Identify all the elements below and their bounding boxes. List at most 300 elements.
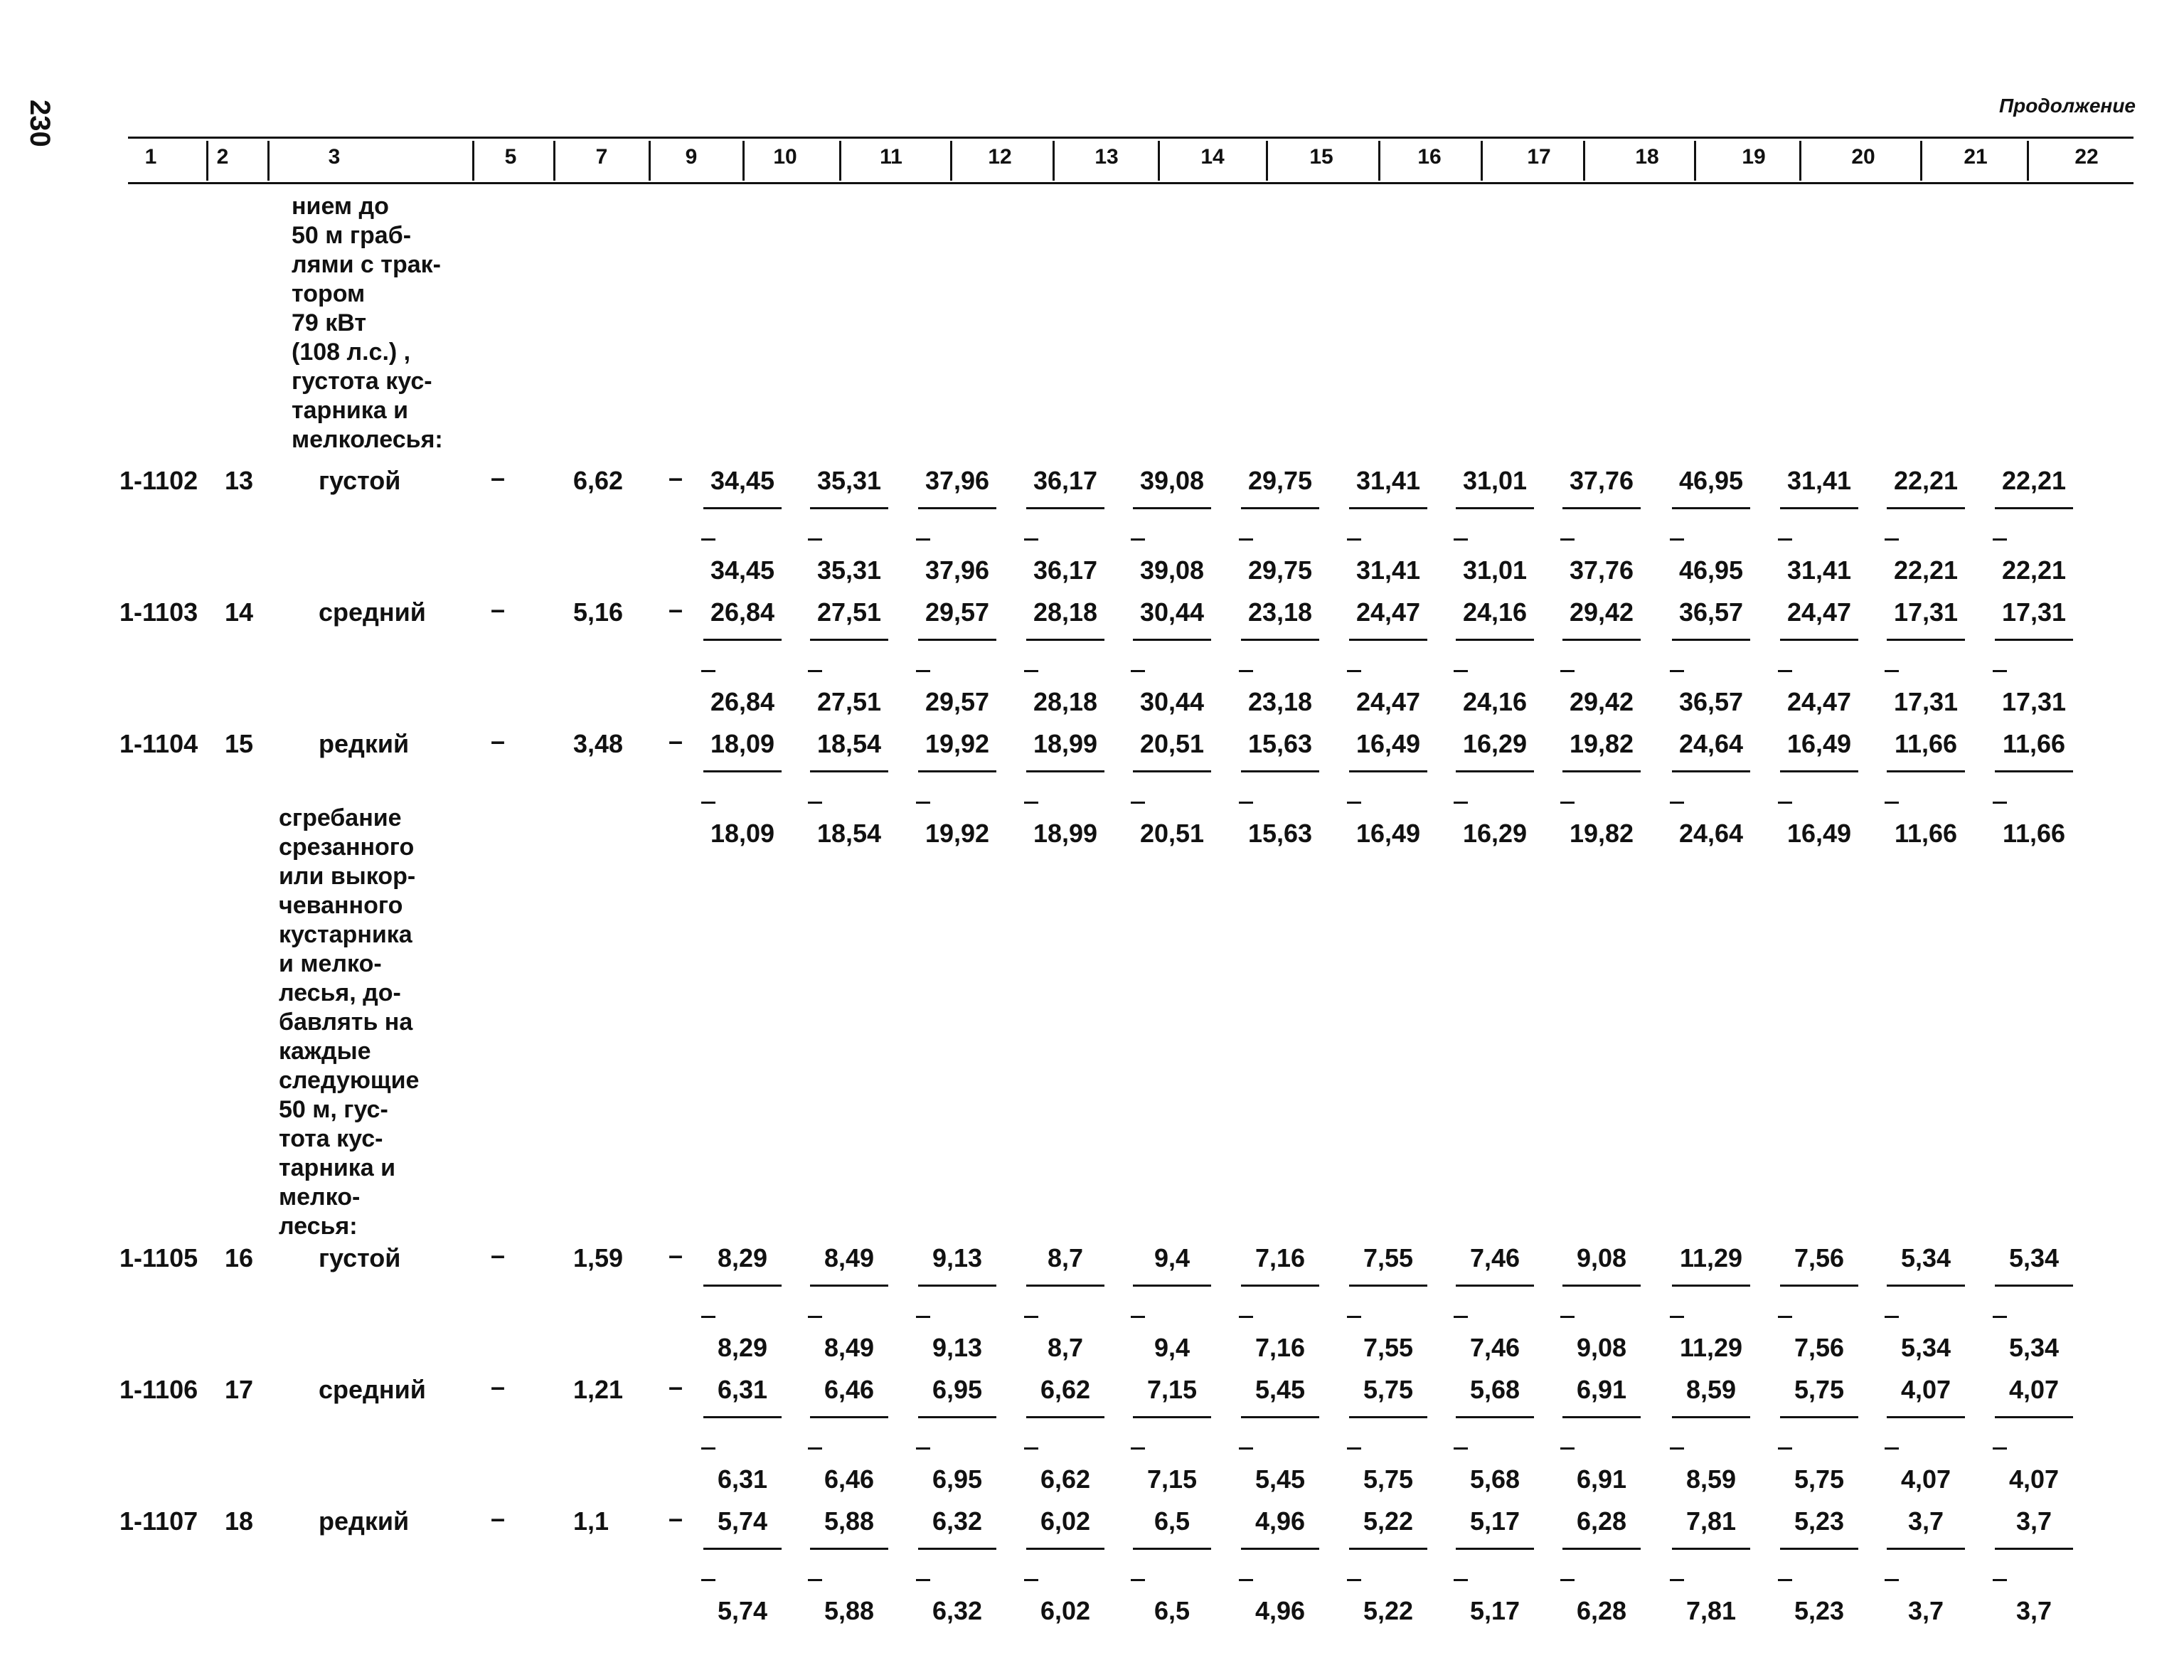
value-bottom: 7,81 [1685,1596,1737,1625]
dash-mark [1885,538,1899,541]
dash-mark [916,538,930,541]
value-bottom: 9,4 [1154,1333,1190,1362]
row-col7: 6,62 [573,466,624,495]
value-top: 8,59 [1685,1375,1737,1404]
dash-mark [1778,538,1792,541]
fraction-line [1887,770,1965,772]
value-top: 6,31 [717,1375,768,1404]
value-bottom: 24,47 [1355,687,1421,716]
fraction-line [1780,639,1858,641]
value-top: 20,51 [1139,729,1205,758]
value-top: 30,44 [1139,597,1205,627]
row-col9: – [668,595,683,624]
dash-mark [1024,802,1038,804]
dash-mark [1560,1316,1575,1318]
fraction-line [1133,507,1211,509]
dash-mark [1131,1316,1145,1318]
fraction-line [1562,1285,1641,1287]
value-top: 22,21 [2001,466,2067,495]
fraction-line [1995,1416,2073,1418]
value-bottom: 22,21 [1893,555,1959,585]
dash-mark [1024,1316,1038,1318]
dash-mark [1454,802,1468,804]
value-bottom: 6,62 [1040,1464,1091,1494]
header-top-rule [128,137,2134,139]
value-bottom: 8,49 [824,1333,875,1362]
value-top: 6,28 [1576,1506,1627,1536]
row-name: густой [319,1243,401,1272]
value-bottom: 7,46 [1469,1333,1520,1362]
value-bottom: 9,13 [932,1333,983,1362]
value-top: 8,7 [1047,1243,1084,1272]
fraction-line [1349,1285,1427,1287]
dash-mark [1560,538,1575,541]
header-separator [1920,141,1922,181]
value-top: 26,84 [710,597,775,627]
value-bottom: 8,59 [1685,1464,1737,1494]
fraction-line [918,1416,996,1418]
row-col5: – [491,463,506,492]
row-number: 18 [225,1506,254,1536]
value-bottom: 7,16 [1255,1333,1306,1362]
value-bottom: 11,66 [2002,819,2066,848]
fraction-line [1241,1285,1319,1287]
fraction-line [703,1548,782,1550]
value-bottom: 17,31 [1893,687,1959,716]
fraction-line [1672,770,1750,772]
value-top: 6,46 [824,1375,875,1404]
dash-mark [701,538,715,541]
row-number: 15 [225,729,254,758]
column-header-18: 18 [1635,145,1659,169]
fraction-line [918,639,996,641]
value-top: 18,99 [1033,729,1098,758]
row-name: средний [319,1375,426,1404]
column-header-21: 21 [1964,145,1988,169]
value-top: 36,57 [1678,597,1744,627]
value-bottom: 16,29 [1462,819,1528,848]
dash-mark [1993,802,2007,804]
dash-mark [808,1316,822,1318]
dash-mark [1778,670,1792,672]
row-col5: – [491,595,506,624]
fraction-line [1241,1548,1319,1550]
value-top: 6,62 [1040,1375,1091,1404]
value-bottom: 19,82 [1569,819,1634,848]
column-header-20: 20 [1851,145,1875,169]
value-bottom: 26,84 [710,687,775,716]
column-header-17: 17 [1527,145,1551,169]
value-bottom: 34,45 [710,555,775,585]
value-top: 22,21 [1893,466,1959,495]
value-top: 7,56 [1794,1243,1845,1272]
value-bottom: 18,99 [1033,819,1098,848]
header-separator [649,141,651,181]
dash-mark [1778,802,1792,804]
row-number: 17 [225,1375,254,1404]
value-top: 7,55 [1363,1243,1414,1272]
fraction-line [1349,639,1427,641]
value-bottom: 6,91 [1576,1464,1627,1494]
value-top: 5,75 [1794,1375,1845,1404]
value-bottom: 11,66 [1894,819,1958,848]
fraction-line [810,507,888,509]
dash-mark [1885,1579,1899,1581]
header-separator [1378,141,1380,181]
value-bottom: 8,29 [717,1333,768,1362]
fraction-line [1349,1416,1427,1418]
fraction-line [1349,1548,1427,1550]
value-top: 24,64 [1678,729,1744,758]
header-separator [1158,141,1160,181]
value-bottom: 9,08 [1576,1333,1627,1362]
value-bottom: 3,7 [1907,1596,1944,1625]
row-col9: – [668,1504,683,1533]
header-separator [1694,141,1696,181]
value-top: 16,49 [1355,729,1421,758]
value-top: 5,74 [717,1506,768,1536]
dash-mark [1131,1579,1145,1581]
value-top: 4,07 [1900,1375,1951,1404]
dash-mark [1993,538,2007,541]
value-bottom: 4,07 [1900,1464,1951,1494]
row-col7: 5,16 [573,597,624,627]
value-bottom: 4,07 [2008,1464,2060,1494]
value-top: 6,02 [1040,1506,1091,1536]
header-separator [839,141,841,181]
row-code: 1-1103 [119,597,198,627]
fraction-line [1995,770,2073,772]
fraction-line [918,507,996,509]
value-top: 9,4 [1154,1243,1190,1272]
value-top: 5,88 [824,1506,875,1536]
dash-mark [1670,538,1684,541]
column-header-1: 1 [144,145,157,169]
fraction-line [1456,770,1534,772]
value-bottom: 5,75 [1363,1464,1414,1494]
fraction-line [1887,507,1965,509]
value-top: 16,49 [1786,729,1852,758]
fraction-line [810,1548,888,1550]
row-col7: 1,1 [573,1506,609,1536]
value-top: 5,34 [1900,1243,1951,1272]
fraction-line [1456,1548,1534,1550]
value-top: 7,46 [1469,1243,1520,1272]
dash-mark [1239,670,1253,672]
value-bottom: 5,88 [824,1596,875,1625]
fraction-line [1672,1285,1750,1287]
value-bottom: 5,34 [1900,1333,1951,1362]
value-bottom: 7,15 [1146,1464,1198,1494]
fraction-line [1456,507,1534,509]
dash-mark [1239,1447,1253,1450]
value-bottom: 6,46 [824,1464,875,1494]
value-top: 28,18 [1033,597,1098,627]
fraction-line [703,1416,782,1418]
value-bottom: 18,09 [710,819,775,848]
value-bottom: 5,22 [1363,1596,1414,1625]
fraction-line [1133,770,1211,772]
value-bottom: 23,18 [1247,687,1313,716]
value-bottom: 39,08 [1139,555,1205,585]
value-bottom: 36,17 [1033,555,1098,585]
fraction-line [1349,770,1427,772]
fraction-line [1887,1285,1965,1287]
value-bottom: 5,34 [2008,1333,2060,1362]
dash-mark [1347,538,1361,541]
value-bottom: 31,41 [1786,555,1852,585]
value-bottom: 17,31 [2001,687,2067,716]
row-name: редкий [319,729,410,758]
dash-mark [1670,1447,1684,1450]
dash-mark [808,1447,822,1450]
dash-mark [1670,670,1684,672]
fraction-line [810,1285,888,1287]
dash-mark [808,670,822,672]
value-bottom: 46,95 [1678,555,1744,585]
row-col5: – [491,1240,506,1270]
dash-mark [808,1579,822,1581]
value-bottom: 24,47 [1786,687,1852,716]
column-header-3: 3 [328,145,341,169]
dash-mark [1560,670,1575,672]
header-separator [2027,141,2029,181]
value-top: 27,51 [816,597,882,627]
column-header-5: 5 [504,145,517,169]
row-col9: – [668,726,683,755]
fraction-line [1456,1285,1534,1287]
value-bottom: 37,96 [925,555,990,585]
column-header-13: 13 [1094,145,1119,169]
dash-mark [1885,670,1899,672]
dash-mark [916,802,930,804]
value-bottom: 4,96 [1255,1596,1306,1625]
fraction-line [810,639,888,641]
dash-mark [1778,1447,1792,1450]
fraction-line [810,1416,888,1418]
value-top: 37,96 [925,466,990,495]
value-bottom: 11,29 [1679,1333,1743,1362]
value-bottom: 35,31 [816,555,882,585]
value-top: 11,66 [2002,729,2066,758]
dash-mark [916,670,930,672]
value-bottom: 37,76 [1569,555,1634,585]
dash-mark [1560,1579,1575,1581]
dash-mark [1131,670,1145,672]
dash-mark [916,1579,930,1581]
value-top: 24,47 [1786,597,1852,627]
fraction-line [703,639,782,641]
value-bottom: 6,95 [932,1464,983,1494]
value-top: 18,09 [710,729,775,758]
dash-mark [1239,538,1253,541]
fraction-line [810,770,888,772]
value-bottom: 5,68 [1469,1464,1520,1494]
fraction-line [1672,507,1750,509]
row-col5: – [491,1504,506,1533]
value-top: 8,29 [717,1243,768,1272]
row-name: редкий [319,1506,410,1536]
fraction-line [1780,1285,1858,1287]
fraction-line [918,770,996,772]
row-col7: 1,21 [573,1375,624,1404]
value-top: 5,75 [1363,1375,1414,1404]
dash-mark [701,1316,715,1318]
value-top: 6,91 [1576,1375,1627,1404]
value-bottom: 28,18 [1033,687,1098,716]
value-top: 36,17 [1033,466,1098,495]
column-header-16: 16 [1417,145,1442,169]
value-bottom: 6,02 [1040,1596,1091,1625]
value-top: 8,49 [824,1243,875,1272]
dash-mark [1670,1579,1684,1581]
column-header-22: 22 [2074,145,2099,169]
row-code: 1-1104 [119,729,198,758]
dash-mark [1024,670,1038,672]
value-top: 39,08 [1139,466,1205,495]
fraction-line [918,1548,996,1550]
row-col9: – [668,1372,683,1401]
fraction-line [1887,639,1965,641]
section-description-raking: нием до 50 м граб- лями с трак- тором 79 кВт (108 л.с.) , густота кус- тарника и мелколесья: [292,193,443,453]
value-bottom: 5,17 [1469,1596,1520,1625]
fraction-line [1562,1548,1641,1550]
dash-mark [1993,1579,2007,1581]
value-top: 5,45 [1255,1375,1306,1404]
dash-mark [1131,1447,1145,1450]
dash-mark [1454,1447,1468,1450]
value-top: 29,75 [1247,466,1313,495]
fraction-line [1780,1416,1858,1418]
value-top: 5,34 [2008,1243,2060,1272]
row-col9: – [668,463,683,492]
value-bottom: 5,75 [1794,1464,1845,1494]
dash-mark [1024,1447,1038,1450]
value-top: 5,23 [1794,1506,1845,1536]
value-top: 37,76 [1569,466,1634,495]
dash-mark [1670,802,1684,804]
dash-mark [1024,538,1038,541]
dash-mark [1454,538,1468,541]
dash-mark [808,538,822,541]
header-separator [267,141,270,181]
value-top: 46,95 [1678,466,1744,495]
column-header-19: 19 [1742,145,1766,169]
fraction-line [1562,639,1641,641]
value-top: 3,7 [1907,1506,1944,1536]
row-name: густой [319,466,401,495]
dash-mark [1560,802,1575,804]
fraction-line [1456,639,1534,641]
dash-mark [1778,1579,1792,1581]
value-bottom: 20,51 [1139,819,1205,848]
fraction-line [1026,1548,1104,1550]
value-top: 19,92 [925,729,990,758]
value-top: 31,01 [1462,466,1528,495]
row-code: 1-1102 [119,466,198,495]
dash-mark [1885,1447,1899,1450]
header-separator [1583,141,1585,181]
fraction-line [1456,1416,1534,1418]
value-bottom: 31,01 [1462,555,1528,585]
value-top: 18,54 [816,729,882,758]
column-header-9: 9 [685,145,698,169]
value-bottom: 6,32 [932,1596,983,1625]
fraction-line [1672,1548,1750,1550]
value-bottom: 22,21 [2001,555,2067,585]
dash-mark [1993,670,2007,672]
value-top: 6,32 [932,1506,983,1536]
value-bottom: 5,45 [1255,1464,1306,1494]
dash-mark [701,802,715,804]
fraction-line [703,770,782,772]
fraction-line [1562,1416,1641,1418]
row-code: 1-1107 [119,1506,198,1536]
fraction-line [1026,507,1104,509]
value-top: 11,29 [1679,1243,1743,1272]
column-header-10: 10 [773,145,797,169]
fraction-line [1133,1416,1211,1418]
header-separator [553,141,555,181]
dash-mark [1347,1316,1361,1318]
fraction-line [1995,1548,2073,1550]
dash-mark [1239,802,1253,804]
dash-mark [1347,802,1361,804]
fraction-line [1133,1285,1211,1287]
fraction-line [703,1285,782,1287]
fraction-line [1026,1285,1104,1287]
dash-mark [1993,1447,2007,1450]
dash-mark [1454,670,1468,672]
value-top: 17,31 [2001,597,2067,627]
continuation-label: Продолжение [1999,95,2136,117]
value-top: 5,17 [1469,1506,1520,1536]
value-bottom: 3,7 [2015,1596,2052,1625]
header-separator [472,141,474,181]
value-top: 11,66 [1894,729,1958,758]
row-number: 16 [225,1243,254,1272]
fraction-line [1995,507,2073,509]
value-top: 35,31 [816,466,882,495]
dash-mark [1131,538,1145,541]
dash-mark [1885,802,1899,804]
fraction-line [703,507,782,509]
value-top: 34,45 [710,466,775,495]
value-top: 31,41 [1786,466,1852,495]
value-bottom: 6,31 [717,1464,768,1494]
header-separator [206,141,208,181]
header-separator [950,141,952,181]
header-separator [1053,141,1055,181]
value-top: 4,07 [2008,1375,2060,1404]
fraction-line [1887,1416,1965,1418]
dash-mark [701,1447,715,1450]
value-top: 5,22 [1363,1506,1414,1536]
value-top: 5,68 [1469,1375,1520,1404]
value-bottom: 24,64 [1678,819,1744,848]
section-description-additional: сгребание срезанного или выкор- чеванного кустарника и мелко- лесья, до- бавлять на каждые следующие 50 м, гус- тота кус- тарника и мелко- лесья: [279,804,420,1240]
value-top: 17,31 [1893,597,1959,627]
row-col7: 3,48 [573,729,624,758]
row-col5: – [491,1372,506,1401]
value-bottom: 27,51 [816,687,882,716]
value-top: 31,41 [1355,466,1421,495]
dash-mark [916,1447,930,1450]
dash-mark [1347,1579,1361,1581]
row-code: 1-1105 [119,1243,198,1272]
value-bottom: 29,57 [925,687,990,716]
column-header-14: 14 [1200,145,1225,169]
